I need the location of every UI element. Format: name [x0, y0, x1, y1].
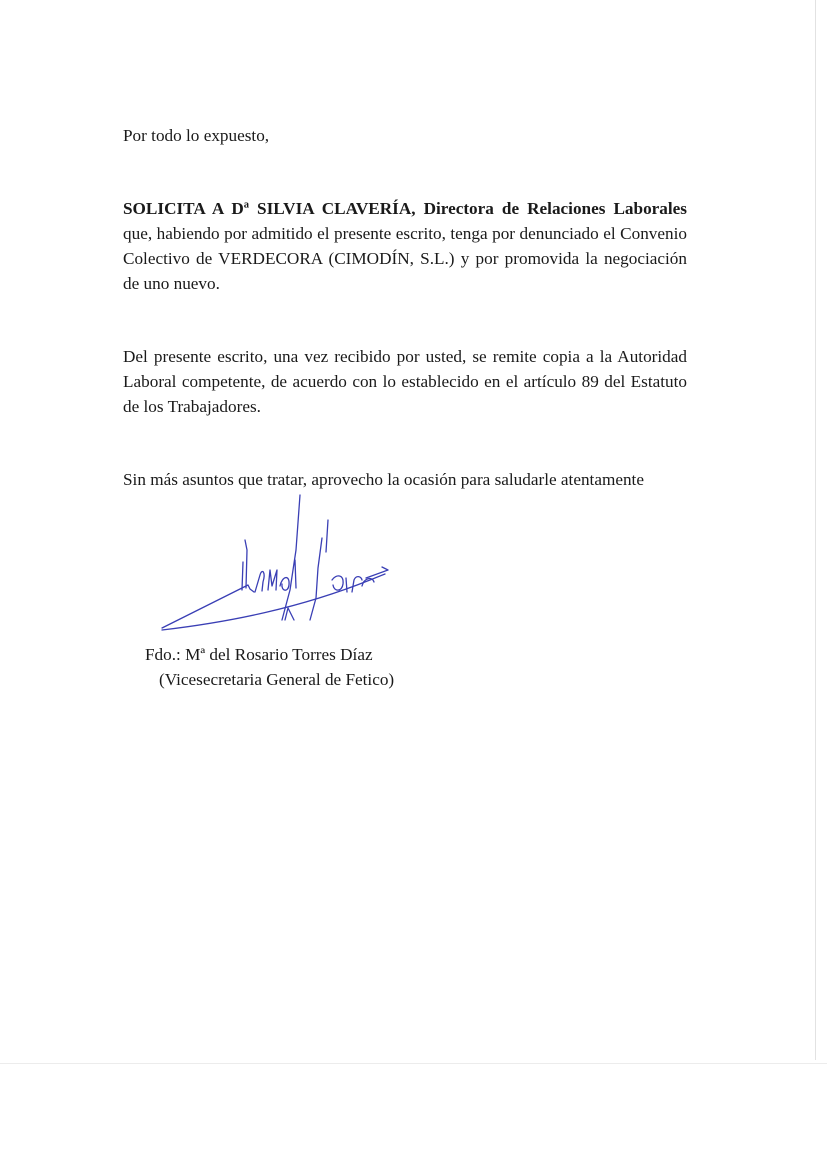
- scan-edge-bottom: [0, 1063, 827, 1064]
- copy-notice-paragraph: Del presente escrito, una vez recibido por usted, se remite copia a la Autoridad Laboral competente, de acuerdo con lo establecido en el artículo 89 del Estatuto de los Trabajadores.: [123, 347, 687, 416]
- scan-edge-right: [815, 0, 816, 1060]
- handwritten-signature: [150, 490, 410, 650]
- closing-paragraph: Sin más asuntos que tratar, aprovecho la ocasión para saludarle atentamente: [123, 470, 644, 489]
- intro-paragraph: Por todo lo expuesto,: [123, 126, 270, 145]
- request-addressee: SOLICITA A Dª SILVIA CLAVERÍA, Directora de Relaciones Laborales: [123, 199, 687, 218]
- request-body: que, habiendo por admitido el presente escrito, tenga por denunciado el Convenio Colectivo de VERDECORA (CIMODÍN, S.L.) y por promovida la negociación de uno nuevo.: [123, 224, 687, 293]
- signed-by-line: Fdo.: Mª del Rosario Torres Díaz: [145, 645, 373, 664]
- signer-role-line: (Vicesecretaria General de Fetico): [159, 670, 395, 689]
- request-paragraph: [123, 196, 687, 296]
